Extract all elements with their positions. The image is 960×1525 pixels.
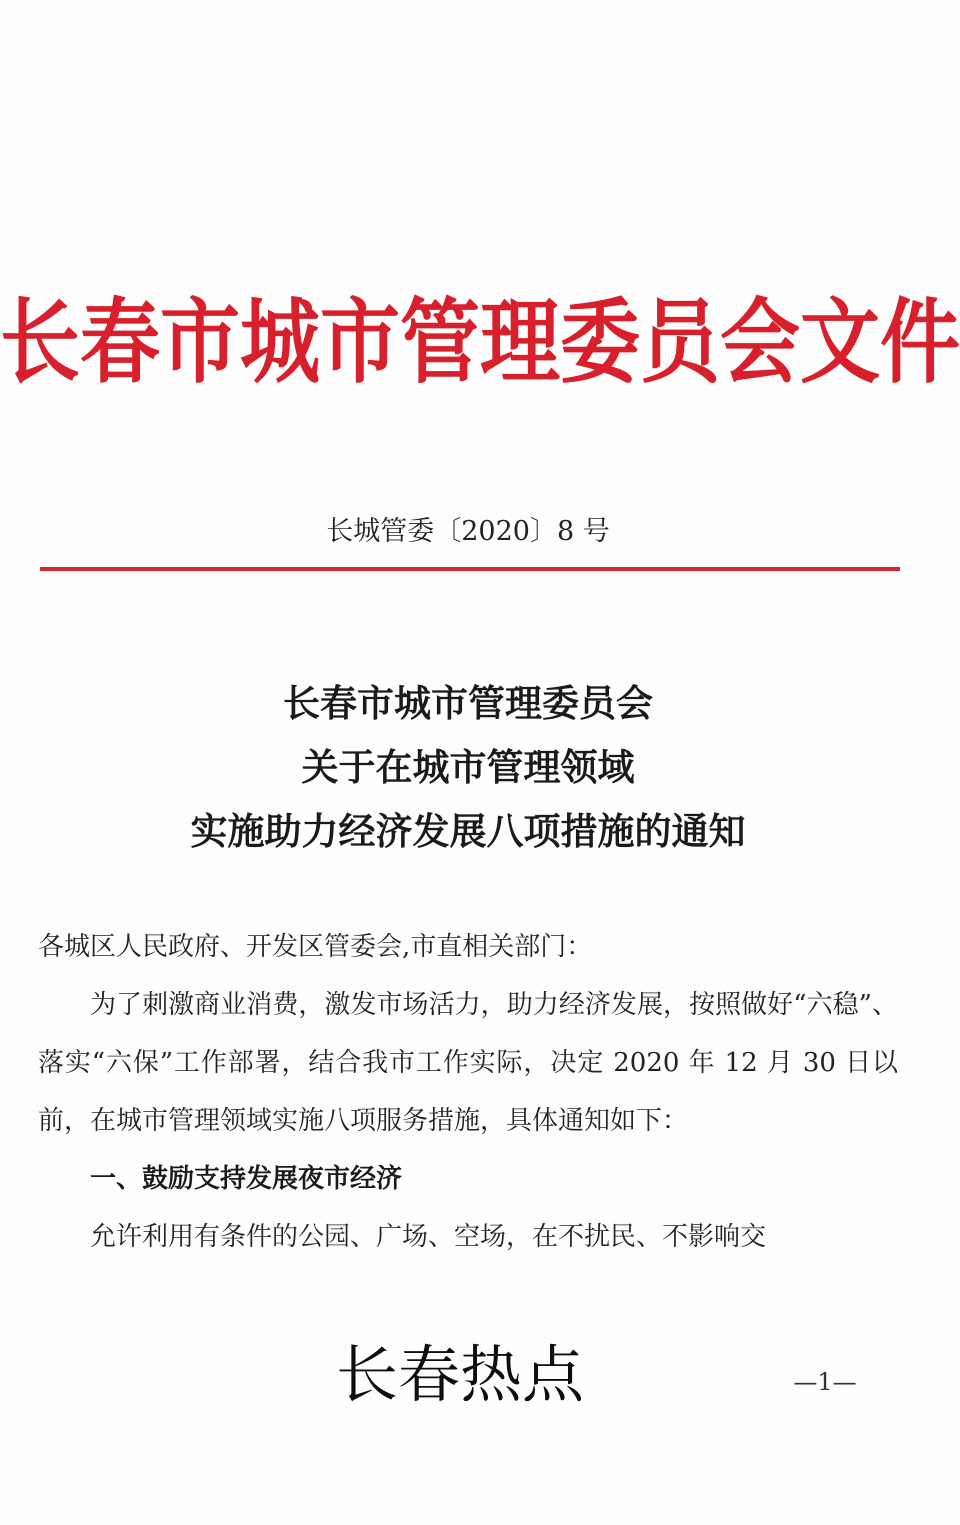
title-line-3: 实施助力经济发展八项措施的通知	[190, 810, 746, 853]
red-divider-line	[40, 567, 900, 571]
intro-paragraph: 为了刺激商业消费，激发市场活力，助力经济发展，按照做好“六稳”、落实“六保”工作部署，结合我市工作实际，决定 2020 年 12 月 30 日以前，在城市管理领域实施八项服务措施，具体通知如下：	[38, 990, 898, 1136]
title-line-1: 长春市城市管理委员会	[283, 682, 653, 725]
document-number: 长城管委〔2020〕8 号	[326, 516, 610, 547]
section-1-text: 允许利用有条件的公园、广场、空场，在不扰民、不影响交	[90, 1222, 767, 1252]
masthead-title: 长春市城市管理委员会文件	[0, 287, 960, 397]
notice-title	[0, 672, 936, 864]
watermark-overlay: 长春热点	[335, 1338, 584, 1411]
page-number: —1—	[793, 1368, 857, 1396]
salutation: 各城区人民政府、开发区管委会,市直相关部门：	[38, 932, 593, 962]
title-line-2: 关于在城市管理领域	[301, 746, 635, 789]
document-body	[38, 918, 898, 1266]
section-heading-1: 一、鼓励支持发展夜市经济	[90, 1164, 403, 1194]
